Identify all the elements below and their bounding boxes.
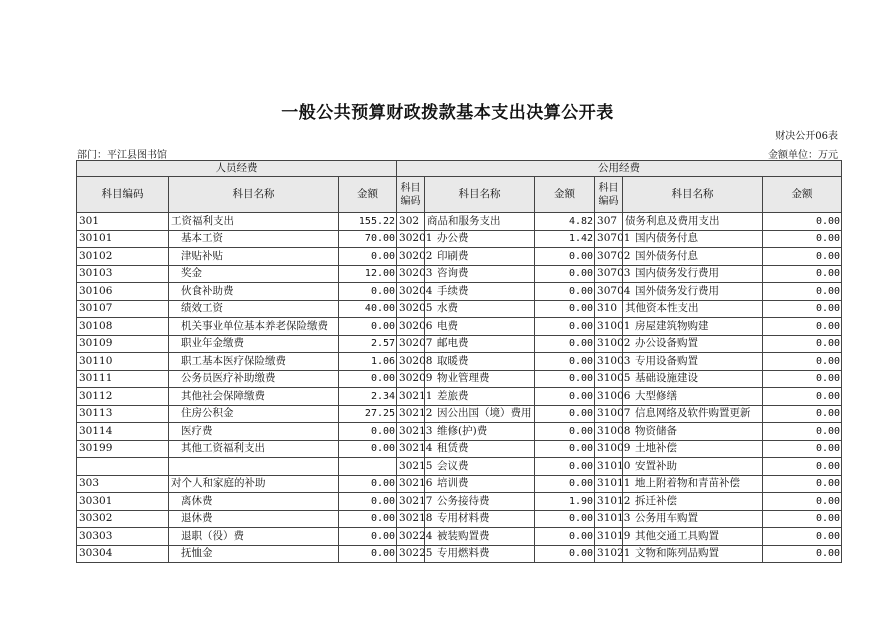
amount-cell: 0.00: [535, 458, 595, 476]
code-cell: 30218: [397, 510, 425, 528]
amount-cell: 0.00: [339, 528, 397, 546]
amount-cell: 0.00: [763, 405, 842, 423]
code-cell: 30301: [77, 493, 169, 511]
code-cell: 31011: [595, 475, 623, 493]
code-cell: 31008: [595, 423, 623, 441]
code-cell: 30215: [397, 458, 425, 476]
table-row: [77, 283, 842, 301]
code-cell: 307: [595, 213, 623, 231]
name-cell: 国内债务发行费用: [623, 265, 763, 283]
amount-cell: 70.00: [339, 230, 397, 248]
amount-cell: 0.00: [535, 388, 595, 406]
amount-cell: 0.00: [763, 545, 842, 563]
table-row: [77, 335, 842, 353]
name-cell: 安置补助: [623, 458, 763, 476]
code-cell: 303: [77, 475, 169, 493]
name-cell: 住房公积金: [169, 405, 339, 423]
amount-header: 金额: [763, 177, 842, 213]
amount-cell: 4.82: [535, 213, 595, 231]
code-cell: 30204: [397, 283, 425, 301]
code-cell: 30108: [77, 318, 169, 336]
public-section-header: 公用经费: [397, 161, 842, 177]
name-cell: 商品和服务支出: [425, 213, 535, 231]
name-cell: 绩效工资: [169, 300, 339, 318]
code-cell: 30109: [77, 335, 169, 353]
table-row: [77, 370, 842, 388]
code-cell: 31001: [595, 318, 623, 336]
amount-cell: 0.00: [763, 370, 842, 388]
name-cell: 奖金: [169, 265, 339, 283]
code-cell: 30211: [397, 388, 425, 406]
name-cell: 公务接待费: [425, 493, 535, 511]
code-cell: 30225: [397, 545, 425, 563]
amount-cell: 0.00: [339, 475, 397, 493]
name-cell: 土地补偿: [623, 440, 763, 458]
amount-cell: 0.00: [535, 440, 595, 458]
table-row: [77, 300, 842, 318]
name-cell: 水费: [425, 300, 535, 318]
name-cell: 其他交通工具购置: [623, 528, 763, 546]
code-cell: 30203: [397, 265, 425, 283]
table-row: [77, 405, 842, 423]
name-cell: 文物和陈列品购置: [623, 545, 763, 563]
name-cell: 电费: [425, 318, 535, 336]
code-cell: 31021: [595, 545, 623, 563]
amount-cell: 0.00: [339, 423, 397, 441]
name-cell: 租赁费: [425, 440, 535, 458]
amount-cell: 0.00: [763, 475, 842, 493]
code-cell: 31009: [595, 440, 623, 458]
amount-cell: 0.00: [535, 283, 595, 301]
name-cell: 离休费: [169, 493, 339, 511]
name-cell: 医疗费: [169, 423, 339, 441]
amount-cell: 0.00: [339, 370, 397, 388]
code-cell: 30214: [397, 440, 425, 458]
name-cell: [169, 458, 339, 476]
amount-cell: 0.00: [763, 248, 842, 266]
name-cell: 物业管理费: [425, 370, 535, 388]
amount-cell: 1.06: [339, 353, 397, 371]
name-cell: 职工基本医疗保险缴费: [169, 353, 339, 371]
amount-cell: 0.00: [763, 318, 842, 336]
amount-cell: 0.00: [535, 510, 595, 528]
name-cell: 其他工资福利支出: [169, 440, 339, 458]
name-header: 科目名称: [623, 177, 763, 213]
amount-cell: 0.00: [535, 335, 595, 353]
name-cell: 公务用车购置: [623, 510, 763, 528]
code-header: 科目编码: [77, 177, 169, 213]
code-cell: 30107: [77, 300, 169, 318]
code-cell: [77, 458, 169, 476]
code-cell: 31007: [595, 405, 623, 423]
name-cell: 基本工资: [169, 230, 339, 248]
name-cell: 会议费: [425, 458, 535, 476]
amount-header: 金额: [535, 177, 595, 213]
amount-cell: 2.57: [339, 335, 397, 353]
name-header: 科目名称: [169, 177, 339, 213]
code-cell: 30199: [77, 440, 169, 458]
name-cell: 津贴补贴: [169, 248, 339, 266]
amount-cell: 0.00: [339, 248, 397, 266]
amount-cell: 40.00: [339, 300, 397, 318]
code-cell: 30208: [397, 353, 425, 371]
name-cell: 被装购置费: [425, 528, 535, 546]
table-row: [77, 353, 842, 371]
code-cell: 30702: [595, 248, 623, 266]
code-header: 科目编码: [595, 177, 623, 213]
name-cell: 房屋建筑物购建: [623, 318, 763, 336]
amount-cell: 2.34: [339, 388, 397, 406]
code-header: 科目编码: [397, 177, 425, 213]
name-cell: 债务利息及费用支出: [623, 213, 763, 231]
table-row: [77, 213, 842, 231]
code-cell: 30304: [77, 545, 169, 563]
code-cell: 30209: [397, 370, 425, 388]
page-title: 一般公共预算财政拨款基本支出决算公开表: [281, 103, 614, 123]
amount-cell: 1.42: [535, 230, 595, 248]
table-row: [77, 248, 842, 266]
amount-cell: 0.00: [535, 405, 595, 423]
amount-cell: 0.00: [763, 423, 842, 441]
code-cell: 31019: [595, 528, 623, 546]
code-cell: 31005: [595, 370, 623, 388]
name-cell: 机关事业单位基本养老保险缴费: [169, 318, 339, 336]
name-cell: 手续费: [425, 283, 535, 301]
name-cell: 退职（役）费: [169, 528, 339, 546]
code-cell: 31013: [595, 510, 623, 528]
name-cell: 专用燃料费: [425, 545, 535, 563]
form-code: 财决公开06表: [775, 131, 838, 142]
code-cell: 30112: [77, 388, 169, 406]
code-cell: 30701: [595, 230, 623, 248]
code-cell: 30212: [397, 405, 425, 423]
amount-cell: 0.00: [763, 265, 842, 283]
code-cell: 30207: [397, 335, 425, 353]
amount-cell: 12.00: [339, 265, 397, 283]
code-cell: 30102: [77, 248, 169, 266]
name-cell: 基础设施建设: [623, 370, 763, 388]
amount-cell: 0.00: [535, 370, 595, 388]
code-cell: 31002: [595, 335, 623, 353]
name-cell: 地上附着物和青苗补偿: [623, 475, 763, 493]
table-row: [77, 510, 842, 528]
amount-cell: 0.00: [763, 283, 842, 301]
expenditure-table: [76, 160, 842, 563]
amount-cell: 0.00: [535, 423, 595, 441]
amount-cell: 0.00: [535, 353, 595, 371]
amount-cell: 0.00: [763, 440, 842, 458]
amount-cell: 0.00: [339, 545, 397, 563]
name-cell: 咨询费: [425, 265, 535, 283]
amount-cell: 155.22: [339, 213, 397, 231]
code-cell: 30205: [397, 300, 425, 318]
name-cell: 印刷费: [425, 248, 535, 266]
amount-cell: 0.00: [339, 510, 397, 528]
name-cell: 伙食补助费: [169, 283, 339, 301]
name-cell: 因公出国（境）费用: [425, 405, 535, 423]
code-cell: 30111: [77, 370, 169, 388]
code-cell: 30106: [77, 283, 169, 301]
code-cell: 301: [77, 213, 169, 231]
amount-cell: 0.00: [763, 388, 842, 406]
name-cell: 大型修缮: [623, 388, 763, 406]
amount-cell: 0.00: [763, 213, 842, 231]
code-cell: 30202: [397, 248, 425, 266]
amount-cell: 27.25: [339, 405, 397, 423]
amount-cell: 0.00: [763, 335, 842, 353]
code-cell: 31010: [595, 458, 623, 476]
code-cell: 310: [595, 300, 623, 318]
name-cell: 职业年金缴费: [169, 335, 339, 353]
amount-cell: 0.00: [535, 248, 595, 266]
name-cell: 其他社会保障缴费: [169, 388, 339, 406]
amount-cell: 0.00: [535, 545, 595, 563]
table-row: [77, 423, 842, 441]
name-cell: 拆迁补偿: [623, 493, 763, 511]
name-cell: 工资福利支出: [169, 213, 339, 231]
table-row: [77, 475, 842, 493]
code-cell: 30201: [397, 230, 425, 248]
amount-cell: 0.00: [535, 528, 595, 546]
amount-cell: 0.00: [339, 440, 397, 458]
amount-cell: 0.00: [763, 528, 842, 546]
amount-cell: 0.00: [763, 493, 842, 511]
name-cell: 专用设备购置: [623, 353, 763, 371]
name-cell: 国外债务付息: [623, 248, 763, 266]
code-cell: 31012: [595, 493, 623, 511]
name-cell: 培训费: [425, 475, 535, 493]
name-cell: 邮电费: [425, 335, 535, 353]
table-row: [77, 545, 842, 563]
name-cell: 国外债务发行费用: [623, 283, 763, 301]
table-row: [77, 265, 842, 283]
unit-label: 金额单位：万元: [768, 150, 838, 161]
name-cell: 信息网络及软件购置更新: [623, 405, 763, 423]
amount-header: 金额: [339, 177, 397, 213]
table-row: [77, 458, 842, 476]
table-row: [77, 318, 842, 336]
code-cell: 30206: [397, 318, 425, 336]
amount-cell: 0.00: [339, 283, 397, 301]
code-cell: 30110: [77, 353, 169, 371]
name-cell: 公务员医疗补助缴费: [169, 370, 339, 388]
name-cell: 对个人和家庭的补助: [169, 475, 339, 493]
amount-cell: 0.00: [535, 318, 595, 336]
department-label: 部门：平江县图书馆: [77, 150, 167, 161]
name-cell: 办公费: [425, 230, 535, 248]
name-cell: 差旅费: [425, 388, 535, 406]
code-cell: 302: [397, 213, 425, 231]
code-cell: 30114: [77, 423, 169, 441]
amount-cell: 0.00: [763, 458, 842, 476]
name-cell: 专用材料费: [425, 510, 535, 528]
name-cell: 其他资本性支出: [623, 300, 763, 318]
name-cell: 抚恤金: [169, 545, 339, 563]
code-cell: 30224: [397, 528, 425, 546]
code-cell: 30704: [595, 283, 623, 301]
amount-cell: [339, 458, 397, 476]
table-row: [77, 493, 842, 511]
table-row: [77, 440, 842, 458]
amount-cell: 1.90: [535, 493, 595, 511]
amount-cell: 0.00: [763, 300, 842, 318]
name-header: 科目名称: [425, 177, 535, 213]
code-cell: 30103: [77, 265, 169, 283]
amount-cell: 0.00: [339, 318, 397, 336]
code-cell: 30217: [397, 493, 425, 511]
code-cell: 30302: [77, 510, 169, 528]
table-row: [77, 388, 842, 406]
name-cell: 国内债务付息: [623, 230, 763, 248]
name-cell: 取暖费: [425, 353, 535, 371]
code-cell: 30303: [77, 528, 169, 546]
code-cell: 31006: [595, 388, 623, 406]
code-cell: 31003: [595, 353, 623, 371]
name-cell: 维修(护)费: [425, 423, 535, 441]
code-cell: 30101: [77, 230, 169, 248]
code-cell: 30703: [595, 265, 623, 283]
amount-cell: 0.00: [339, 493, 397, 511]
amount-cell: 0.00: [535, 265, 595, 283]
amount-cell: 0.00: [763, 230, 842, 248]
table-row: [77, 528, 842, 546]
amount-cell: 0.00: [763, 510, 842, 528]
name-cell: 办公设备购置: [623, 335, 763, 353]
name-cell: 物资储备: [623, 423, 763, 441]
amount-cell: 0.00: [763, 353, 842, 371]
code-cell: 30216: [397, 475, 425, 493]
amount-cell: 0.00: [535, 300, 595, 318]
personnel-section-header: 人员经费: [77, 161, 397, 177]
amount-cell: 0.00: [535, 475, 595, 493]
code-cell: 30213: [397, 423, 425, 441]
code-cell: 30113: [77, 405, 169, 423]
table-row: [77, 230, 842, 248]
name-cell: 退休费: [169, 510, 339, 528]
